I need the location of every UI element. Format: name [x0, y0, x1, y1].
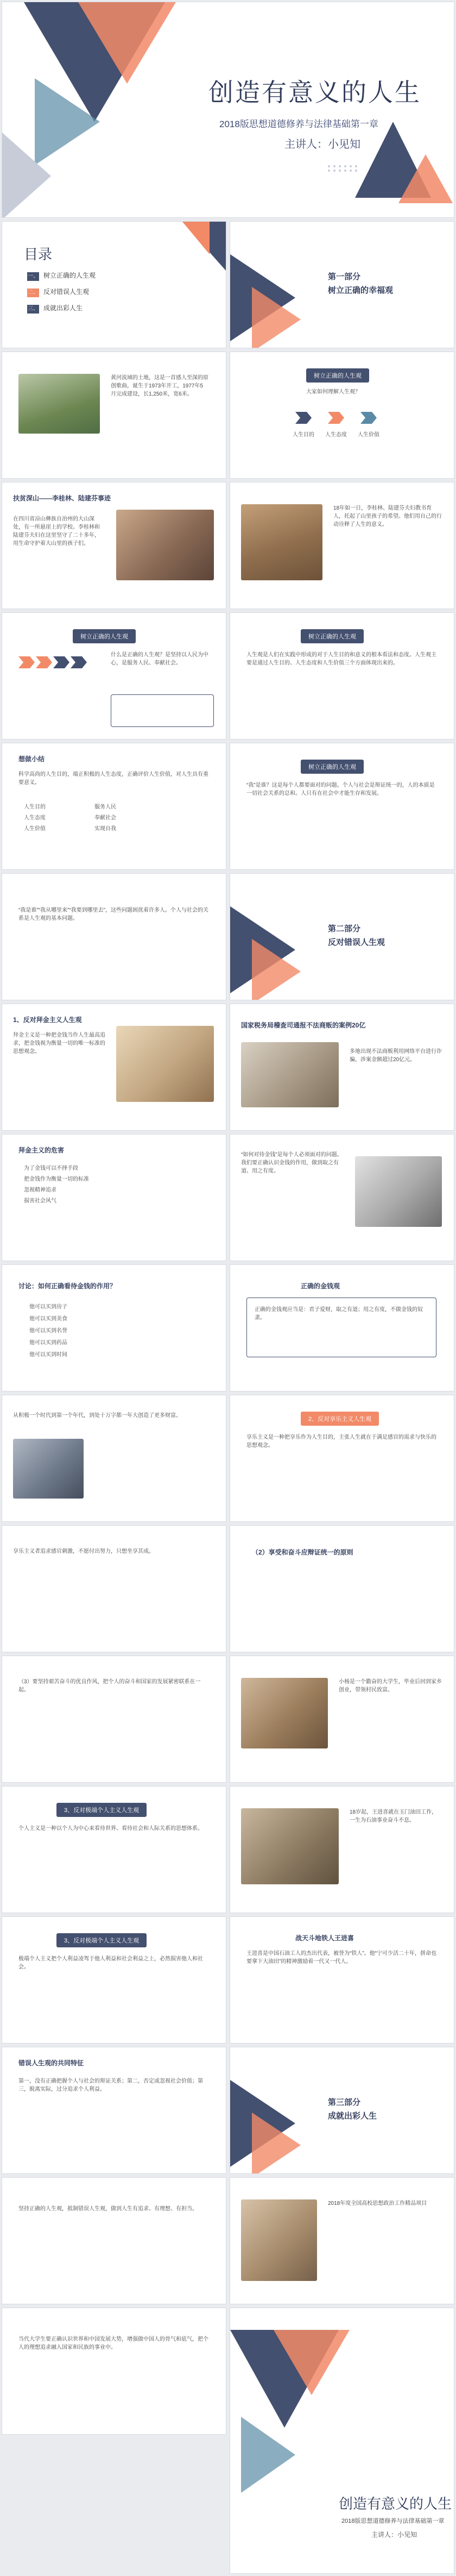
chevron-icon-4 — [18, 656, 35, 668]
cover-title: 创造有意义的人生 — [208, 78, 421, 107]
s9-text: 科学高尚的人生目的，端正积极的人生态度，正确评价人生价值，对人生具有重要意义。 — [18, 772, 208, 786]
s9-item-1: 人生目的 — [24, 804, 46, 810]
chevron-icon-3 — [360, 412, 377, 424]
s26-pill: 3、反对极端个人主义人生观 — [56, 1933, 147, 1947]
part2-title: 反对错误人生观 — [328, 938, 385, 947]
slide-how-to-treat-money — [230, 1135, 454, 1261]
topic-2: 人生态度 — [325, 432, 347, 438]
toc-num-1: 一、 — [27, 272, 39, 281]
slide-stand — [2, 2178, 226, 2304]
slide-money — [2, 1004, 226, 1130]
cover-subtitle: 2018版思想道德修养与法律基础第一章 — [219, 119, 378, 129]
s18-text: 从积极一个时代到第一个年代，到处十万字都一年大创造了更多财富。 — [13, 1413, 181, 1419]
s16-item-5: 他可以买到时间 — [29, 1352, 67, 1358]
s15-text: “如何对待金钱”是每个人必须面对的问题。我们要正确认识金钱的作用，做到取之有道、用之有度。 — [241, 1152, 343, 1174]
slide-who-am-i — [2, 874, 226, 1000]
mountain-road-photo — [18, 374, 100, 434]
s25-text: 18岁起，王进喜就在玉门油田工作，一生为石油事业奋斗不息。 — [350, 1809, 438, 1823]
slide-news — [230, 1004, 454, 1130]
topic-3: 人生价值 — [358, 432, 379, 438]
news-photo — [241, 1042, 339, 1107]
slide-self — [230, 743, 454, 869]
s24-pill: 3、反对极端个人主义人生观 — [56, 1803, 147, 1817]
s16-item-1: 他可以买到房子 — [29, 1304, 67, 1310]
s7-box — [111, 694, 214, 727]
chevron-icon-7 — [71, 656, 87, 668]
orange-triangle — [274, 2330, 350, 2395]
s14-item-2: 把金钱作为衡量一切的标准 — [24, 1176, 89, 1182]
s14-item-4: 损害社会风气 — [24, 1198, 56, 1204]
s24-text: 个人主义是一种以个人为中心来看待世界、看待社会和人际关系的思想体系。 — [18, 1826, 203, 1832]
slide-harm — [2, 1135, 226, 1261]
s28-title: 错误人生观的共同特征 — [18, 2059, 84, 2067]
s7-pill: 树立正确的人生观 — [73, 629, 136, 643]
s9-item-2: 人生态度 — [24, 815, 46, 821]
topic-1: 人生目的 — [293, 432, 314, 438]
s9-item-6: 实现自我 — [94, 826, 116, 832]
slide-hedonist — [2, 1526, 226, 1652]
slide-landscape — [2, 352, 226, 478]
s3-sub: 大家如何理解人生观？ — [306, 389, 360, 395]
s27-text: 王进喜是中国石油工人的杰出代表，被誉为“铁人”。他“宁可少活二十年，拼命也要拿下大油田”的精神激励着一代又一代人。 — [246, 1951, 436, 1965]
s20-text: 享乐主义者追求感官刺激，不愿付出努力，只想坐享其成。 — [13, 1549, 154, 1555]
cover-slide — [2, 2, 454, 217]
slide-era — [2, 1395, 226, 1521]
part3-title: 成就出彩人生 — [328, 2111, 377, 2121]
toc-num-2: 二、 — [27, 289, 39, 297]
s9-item-4: 服务人民 — [94, 804, 116, 810]
s5-text: 在四川省凉山彝族自治州的大山深处，有一所悬崖上的学校。李桂林和陆建芬夫妇在这里坚守了二十多年，用生命守护着大山里的孩子们。 — [13, 516, 100, 547]
part2-slide — [230, 874, 454, 1000]
s26-text: 极端个人主义把个人利益凌驾于他人利益和社会利益之上，必然损害他人和社会。 — [18, 1956, 203, 1970]
orange-triangle — [78, 2, 176, 84]
s13-title: 国家税务局稽查司通报不法商贩的案例20亿 — [241, 1021, 366, 1029]
s19-text: 享乐主义是一种把享乐作为人生目的，主张人生就在于满足感官的需求与快乐的思想观念。 — [246, 1434, 436, 1449]
part3-slide — [230, 2047, 454, 2173]
toc-slide — [2, 222, 226, 348]
s9-item-5: 奉献社会 — [94, 815, 116, 821]
slide-arrows — [2, 613, 226, 739]
s8-pill: 树立正确的人生观 — [301, 629, 364, 643]
part3-label: 第三部分 — [328, 2098, 361, 2107]
s10-text: “我”是谁？这是每个人都要面对的问题。个人与社会是辩证统一的，人的本质是一切社会关系的总和。人只有在社会中才能生存和发展。 — [246, 782, 435, 797]
toc-label-1: 树立正确的人生观 — [43, 272, 96, 279]
s8-text: 人生观是人们在实践中形成的对于人生目的和意义的根本看法和态度。人生观主要是通过人生目的、人生态度和人生价值三个方面体现出来的。 — [246, 652, 436, 666]
slide-iron-man — [230, 1917, 454, 2043]
slide-discussion — [2, 1265, 226, 1391]
slide-struggle — [2, 1656, 226, 1782]
closing-slide — [230, 2308, 454, 2573]
s14-item-1: 为了金钱可以不择手段 — [24, 1165, 78, 1171]
s14-title: 拜金主义的危害 — [18, 1146, 65, 1154]
s13-text: 多地出现不法商贩利用网络平台进行诈骗，涉案金额超过20亿元。 — [350, 1049, 442, 1063]
oilfield-photo — [241, 1808, 339, 1884]
toc-label-2: 反对错误人生观 — [43, 288, 90, 296]
s27-title: 战天斗地铁人王进喜 — [295, 1934, 354, 1942]
students-photo — [241, 2199, 317, 2281]
s9-title: 想做小结 — [18, 755, 45, 763]
s10-pill: 树立正确的人生观 — [301, 760, 364, 774]
slide-wang — [230, 1787, 454, 1913]
s22-text: （3）要坚持艰苦奋斗的优良作风，把个人的奋斗和国家的发展紧密联系在一起。 — [18, 1679, 201, 1693]
calculator-photo — [355, 1156, 442, 1227]
part1-label: 第一部分 — [328, 272, 361, 281]
s28-text: 第一，没有正确把握个人与社会的辩证关系；第二，否定或忽视社会价值；第三，脱离实际，过分追求个人利益。 — [18, 2078, 203, 2092]
slide-xiaoyang — [230, 1656, 454, 1782]
s23-text: 小杨是一个勤奋的大学生，毕业后回到家乡创业，带领村民致富。 — [339, 1679, 442, 1693]
student-photo — [241, 1678, 328, 1748]
slide-extreme — [2, 1917, 226, 2043]
chevron-icon-1 — [295, 412, 312, 424]
closing-subtitle: 2018版思想道德修养与法律基础第一章 — [341, 2518, 445, 2524]
orange-corner-triangle — [182, 222, 210, 254]
toc-item-2[interactable] — [27, 287, 89, 297]
era-photo — [13, 1439, 84, 1499]
orange-side-triangle — [252, 2113, 301, 2173]
cover-speaker: 主讲人：小见知 — [284, 139, 360, 151]
s17-title: 正确的金钱观 — [301, 1282, 340, 1290]
chevron-icon-5 — [36, 656, 52, 668]
slide-topics — [230, 352, 454, 478]
part1-slide — [230, 222, 454, 348]
slide-hedonism — [230, 1395, 454, 1521]
orange-side-triangle — [252, 939, 301, 1000]
toc-item-1[interactable] — [27, 271, 96, 281]
chevron-icon-6 — [53, 656, 69, 668]
s12-pill: 1、反对拜金主义人生观 — [13, 1016, 82, 1024]
slide-definition — [230, 613, 454, 739]
part2-label: 第二部分 — [328, 924, 361, 933]
s4-text: 黄河流域的土地，这是一首感人至深的原创歌曲，诞生于1973年开工，1977年5月完成建设，长1,250米，宽6米。 — [111, 375, 208, 397]
s11-text: “我是谁”“我从哪里来”“我要到哪里去”，这些问题困扰着许多人。个人与社会的关系是人生观的基本问题。 — [18, 907, 208, 922]
s31-text: 2018年度全国高校思想政治工作精品项目 — [328, 2201, 427, 2207]
toc-title: 目录 — [24, 246, 53, 262]
toc-label-3: 成就出彩人生 — [43, 304, 83, 312]
slide-money-view — [230, 1265, 454, 1391]
teal-triangle — [241, 2417, 295, 2493]
money-photo — [116, 1026, 214, 1102]
s16-item-4: 他可以买到药品 — [29, 1340, 67, 1346]
slide-teacher-story — [2, 482, 226, 609]
slide-youth — [2, 2308, 226, 2434]
toc-item-3[interactable] — [27, 303, 83, 314]
s16-item-2: 他可以买到美食 — [29, 1316, 67, 1322]
s9-item-3: 人生价值 — [24, 826, 46, 832]
s3-pill: 树立正确的人生观 — [306, 368, 369, 383]
orange-triangle-right — [398, 154, 453, 203]
slide-features — [2, 2047, 226, 2173]
closing-speaker: 主讲人：小见知 — [371, 2531, 417, 2539]
slide-individualism — [2, 1787, 226, 1913]
couple-photo — [241, 504, 322, 580]
s16-text: 讨论：如何正确看待金钱的作用？ — [18, 1282, 117, 1290]
s29-text: 坚持正确的人生观，抵制错误人生观，做到人生有追求、有理想、有担当。 — [18, 2206, 198, 2212]
hands-photo — [116, 510, 214, 580]
s7-text: 什么是正确的人生观？是坚持以人民为中心，是服务人民、奉献社会。 — [111, 652, 208, 666]
s12-text: 拜金主义是一种把金钱当作人生最高追求，把金钱视为衡量一切的唯一标准的思想观念。 — [13, 1032, 105, 1055]
slide-summary — [2, 743, 226, 869]
s21-text: （2）享受和奋斗应辩证统一的原则 — [252, 1549, 353, 1556]
slide-old-couple — [230, 482, 454, 609]
grey-triangle — [2, 133, 51, 217]
toc-num-3: 三、 — [27, 305, 39, 314]
slide-balance — [230, 1526, 454, 1652]
slide-students — [230, 2178, 454, 2304]
closing-title: 创造有意义的人生 — [339, 2496, 452, 2512]
s19-pill: 2、反对享乐主义人生观 — [301, 1412, 379, 1426]
chevron-icon-2 — [328, 412, 344, 424]
s6-text: 18年如一日，李桂林、陆建芬夫妇教书育人，托起了山里孩子的希望。他们用自己的行动诠释了人生的意义。 — [333, 505, 442, 528]
decor-dots — [328, 165, 358, 172]
s16-item-3: 他可以买到名誉 — [29, 1328, 67, 1334]
part1-title: 树立正确的幸福观 — [328, 286, 394, 295]
s17-text: 正确的金钱观应当是：君子爱财，取之有道；用之有度，不做金钱的奴隶。 — [255, 1307, 423, 1321]
s14-item-3: 忽视精神追求 — [24, 1187, 56, 1193]
s30-text: 当代大学生要正确认识世界和中国发展大势，增强做中国人的骨气和底气，把个人的理想追求融入国家和民族的事业中。 — [18, 2336, 208, 2351]
s5-title: 扶贫深山——李桂林、陆建芬事迹 — [13, 494, 111, 502]
orange-side-triangle — [252, 287, 301, 348]
